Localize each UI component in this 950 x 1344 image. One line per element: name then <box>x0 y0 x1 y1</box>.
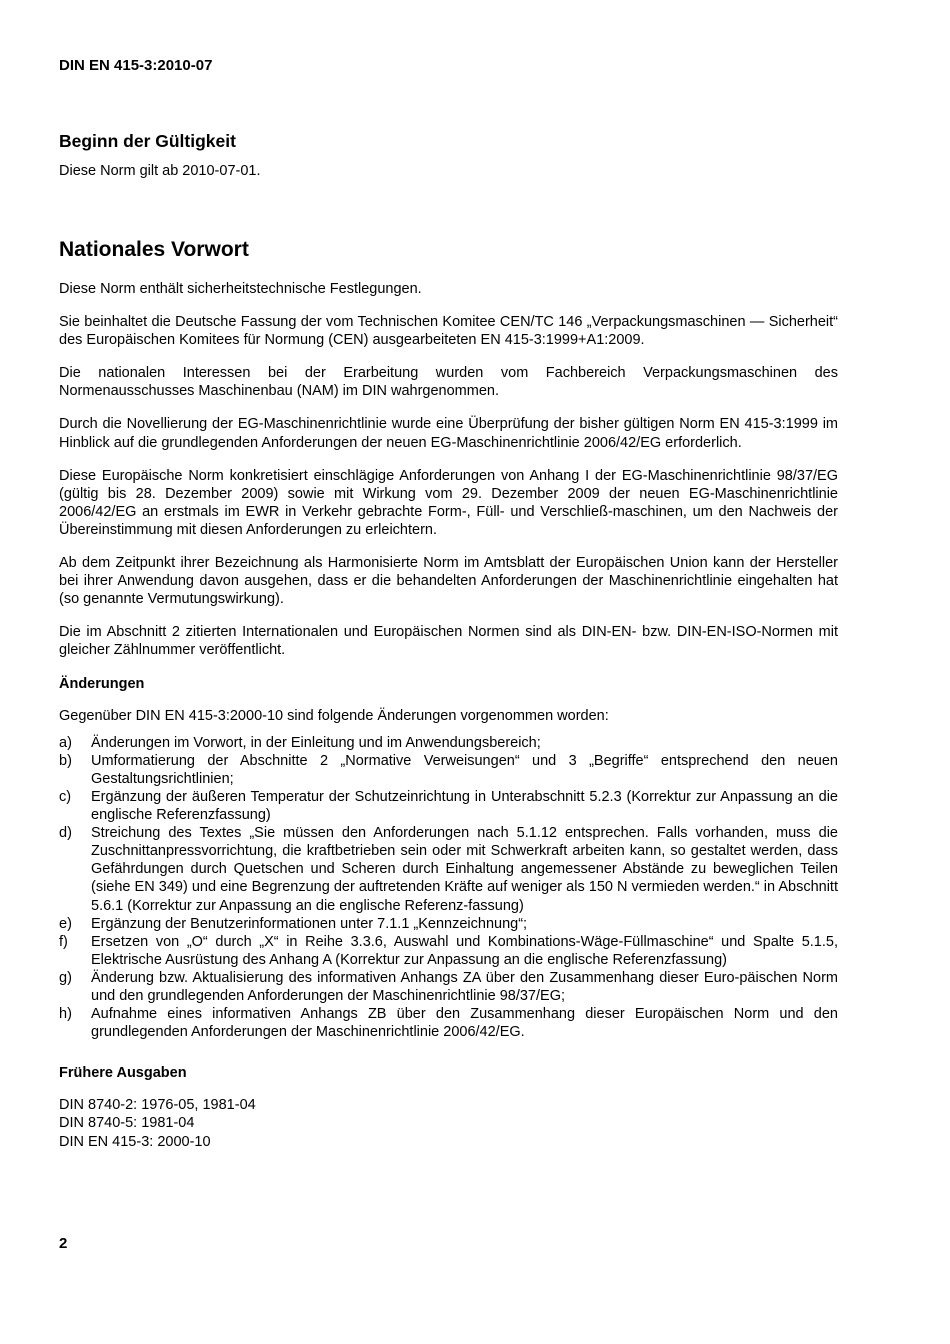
list-item-text: Umformatierung der Abschnitte 2 „Normative Verweisungen“ und 3 „Begriffe“ entsprechend den neuen Gestaltungsrichtlinien; <box>91 752 838 787</box>
foreword-heading: Nationales Vorwort <box>59 238 249 261</box>
earlier-editions-list <box>59 1096 838 1150</box>
foreword-paragraph: Diese Europäische Norm konkretisiert einschlägige Anforderungen von Anhang I der EG-Maschinenrichtlinie 98/37/EG (gültig bis 28. Dezember 2009) sowie mit Wirkung vom 29. Dezember 2009 der neuen EG-Maschinenrichtlinie 2006/42/EG an erstmals im EWR in Verkehr gebrachte Form-, Füll- und Verschließ-maschinen, um den Nachweis der Übereinstimmung mit diesen Anforderungen zu erleichtern. <box>59 467 838 538</box>
list-item <box>59 969 838 1005</box>
list-item: DIN EN 415-3: 2000-10 <box>59 1133 211 1150</box>
foreword-body <box>59 280 838 1151</box>
list-item-label: h) <box>59 1006 72 1023</box>
list-item-label: d) <box>59 825 72 842</box>
foreword-paragraph: Durch die Novellierung der EG-Maschinenrichtlinie wurde eine Überprüfung der bisher gültigen Norm EN 415-3:1999 im Hinblick auf die grundlegenden Anforderungen der neuen EG-Maschinenrichtlinie 2006/42/EG erforderlich. <box>59 416 838 451</box>
foreword-paragraph: Die nationalen Interessen bei der Erarbeitung wurden vom Fachbereich Verpackungsmaschinen des Normenausschusses Maschinenbau (NAM) im DIN wahrgenommen. <box>59 365 838 400</box>
list-item <box>59 734 838 752</box>
list-item <box>59 933 838 969</box>
list-item-label: c) <box>59 788 72 805</box>
list-item-text: Ersetzen von „O“ durch „X“ in Reihe 3.3.6, Auswahl und Kombinations-Wäge-Füllmaschine“ und Spalte 5.1.5, Elektrische Ausrüstung des Anhang A (Korrektur zur Anpassung an die englische Referenzfassung) <box>91 933 838 968</box>
list-item-text: Änderungen im Vorwort, in der Einleitung und im Anwendungsbereich; <box>91 734 541 751</box>
validity-heading: Beginn der Gültigkeit <box>59 131 236 151</box>
list-item-label: f) <box>59 933 68 950</box>
list-item-text: Ergänzung der Benutzerinformationen unter 7.1.1 „Kennzeichnung“; <box>91 915 528 932</box>
list-item-text: Änderung bzw. Aktualisierung des informativen Anhangs ZA über den Zusammenhang dieser Euro-päischen Norm und den grundlegenden Anforderungen der Maschinenrichtlinie 98/37/EG; <box>91 969 838 1004</box>
list-item: DIN 8740-2: 1976-05, 1981-04 <box>59 1097 256 1114</box>
page-number: 2 <box>59 1235 68 1252</box>
list-item-text: Streichung des Textes „Sie müssen den Anforderungen nach 5.1.12 entsprechen. Falls vorhanden, muss die Zuschnittanpressvorrichtung, die kraftbetrieben sein oder mit Schwerkraft arbeiten kann, so gestaltet werden, dass Gefährdungen durch Quetschen und Scheren durch Einhaltung angemessener Abstände zu beweglichen Teilen (siehe EN 349) und eine Begrenzung der auftretenden Kräfte auf weniger als 150 N vermieden werden.“ in Abschnitt 5.6.1 (Korrektur zur Anpassung an die englische Referenz-fassung) <box>91 825 838 914</box>
list-item <box>59 788 838 824</box>
list-item-label: g) <box>59 969 72 986</box>
list-item: DIN 8740-5: 1981-04 <box>59 1115 195 1132</box>
list-item-text: Aufnahme eines informativen Anhangs ZB über den Zusammenhang dieser Europäischen Norm und den grundlegenden Anforderungen der Maschinenrichtlinie 2006/42/EG. <box>91 1006 838 1041</box>
list-item <box>59 915 838 933</box>
earlier-editions-heading: Frühere Ausgaben <box>59 1065 187 1082</box>
changes-heading: Änderungen <box>59 675 145 692</box>
foreword-paragraph: Sie beinhaltet die Deutsche Fassung der vom Technischen Komitee CEN/TC 146 „Verpackungsmaschinen — Sicherheit“ des Europäischen Komitees für Normung (CEN) ausgearbeiteten EN 415-3:1999+A1:2009. <box>59 314 838 349</box>
foreword-paragraph: Diese Norm enthält sicherheitstechnische Festlegungen. <box>59 281 422 297</box>
foreword-paragraph: Ab dem Zeitpunkt ihrer Bezeichnung als Harmonisierte Norm im Amtsblatt der Europäischen Union kann der Hersteller bei ihrer Anwendung davon ausgehen, dass er die behandelten Anforderungen der Maschinenrichtlinie eingehalten hat (so genannte Vermutungswirkung). <box>59 555 838 608</box>
list-item <box>59 1005 838 1041</box>
list-item-label: e) <box>59 915 72 932</box>
changes-intro: Gegenüber DIN EN 415-3:2000-10 sind folgende Änderungen vorgenommen worden: <box>59 707 609 724</box>
validity-text: Diese Norm gilt ab 2010-07-01. <box>59 163 261 179</box>
list-item <box>59 824 838 914</box>
list-item-label: b) <box>59 752 72 769</box>
changes-list <box>59 734 838 1042</box>
list-item-text: Ergänzung der äußeren Temperatur der Schutzeinrichtung in Unterabschnitt 5.2.3 (Korrektur zur Anpassung an die englische Referenzfassung) <box>91 788 838 824</box>
document-id: DIN EN 415-3:2010-07 <box>59 57 213 74</box>
list-item <box>59 752 838 788</box>
list-item-label: a) <box>59 734 72 751</box>
foreword-paragraph: Die im Abschnitt 2 zitierten Internationalen und Europäischen Normen sind als DIN-EN- bzw. DIN-EN-ISO-Normen mit gleicher Zählnummer veröffentlicht. <box>59 624 838 659</box>
